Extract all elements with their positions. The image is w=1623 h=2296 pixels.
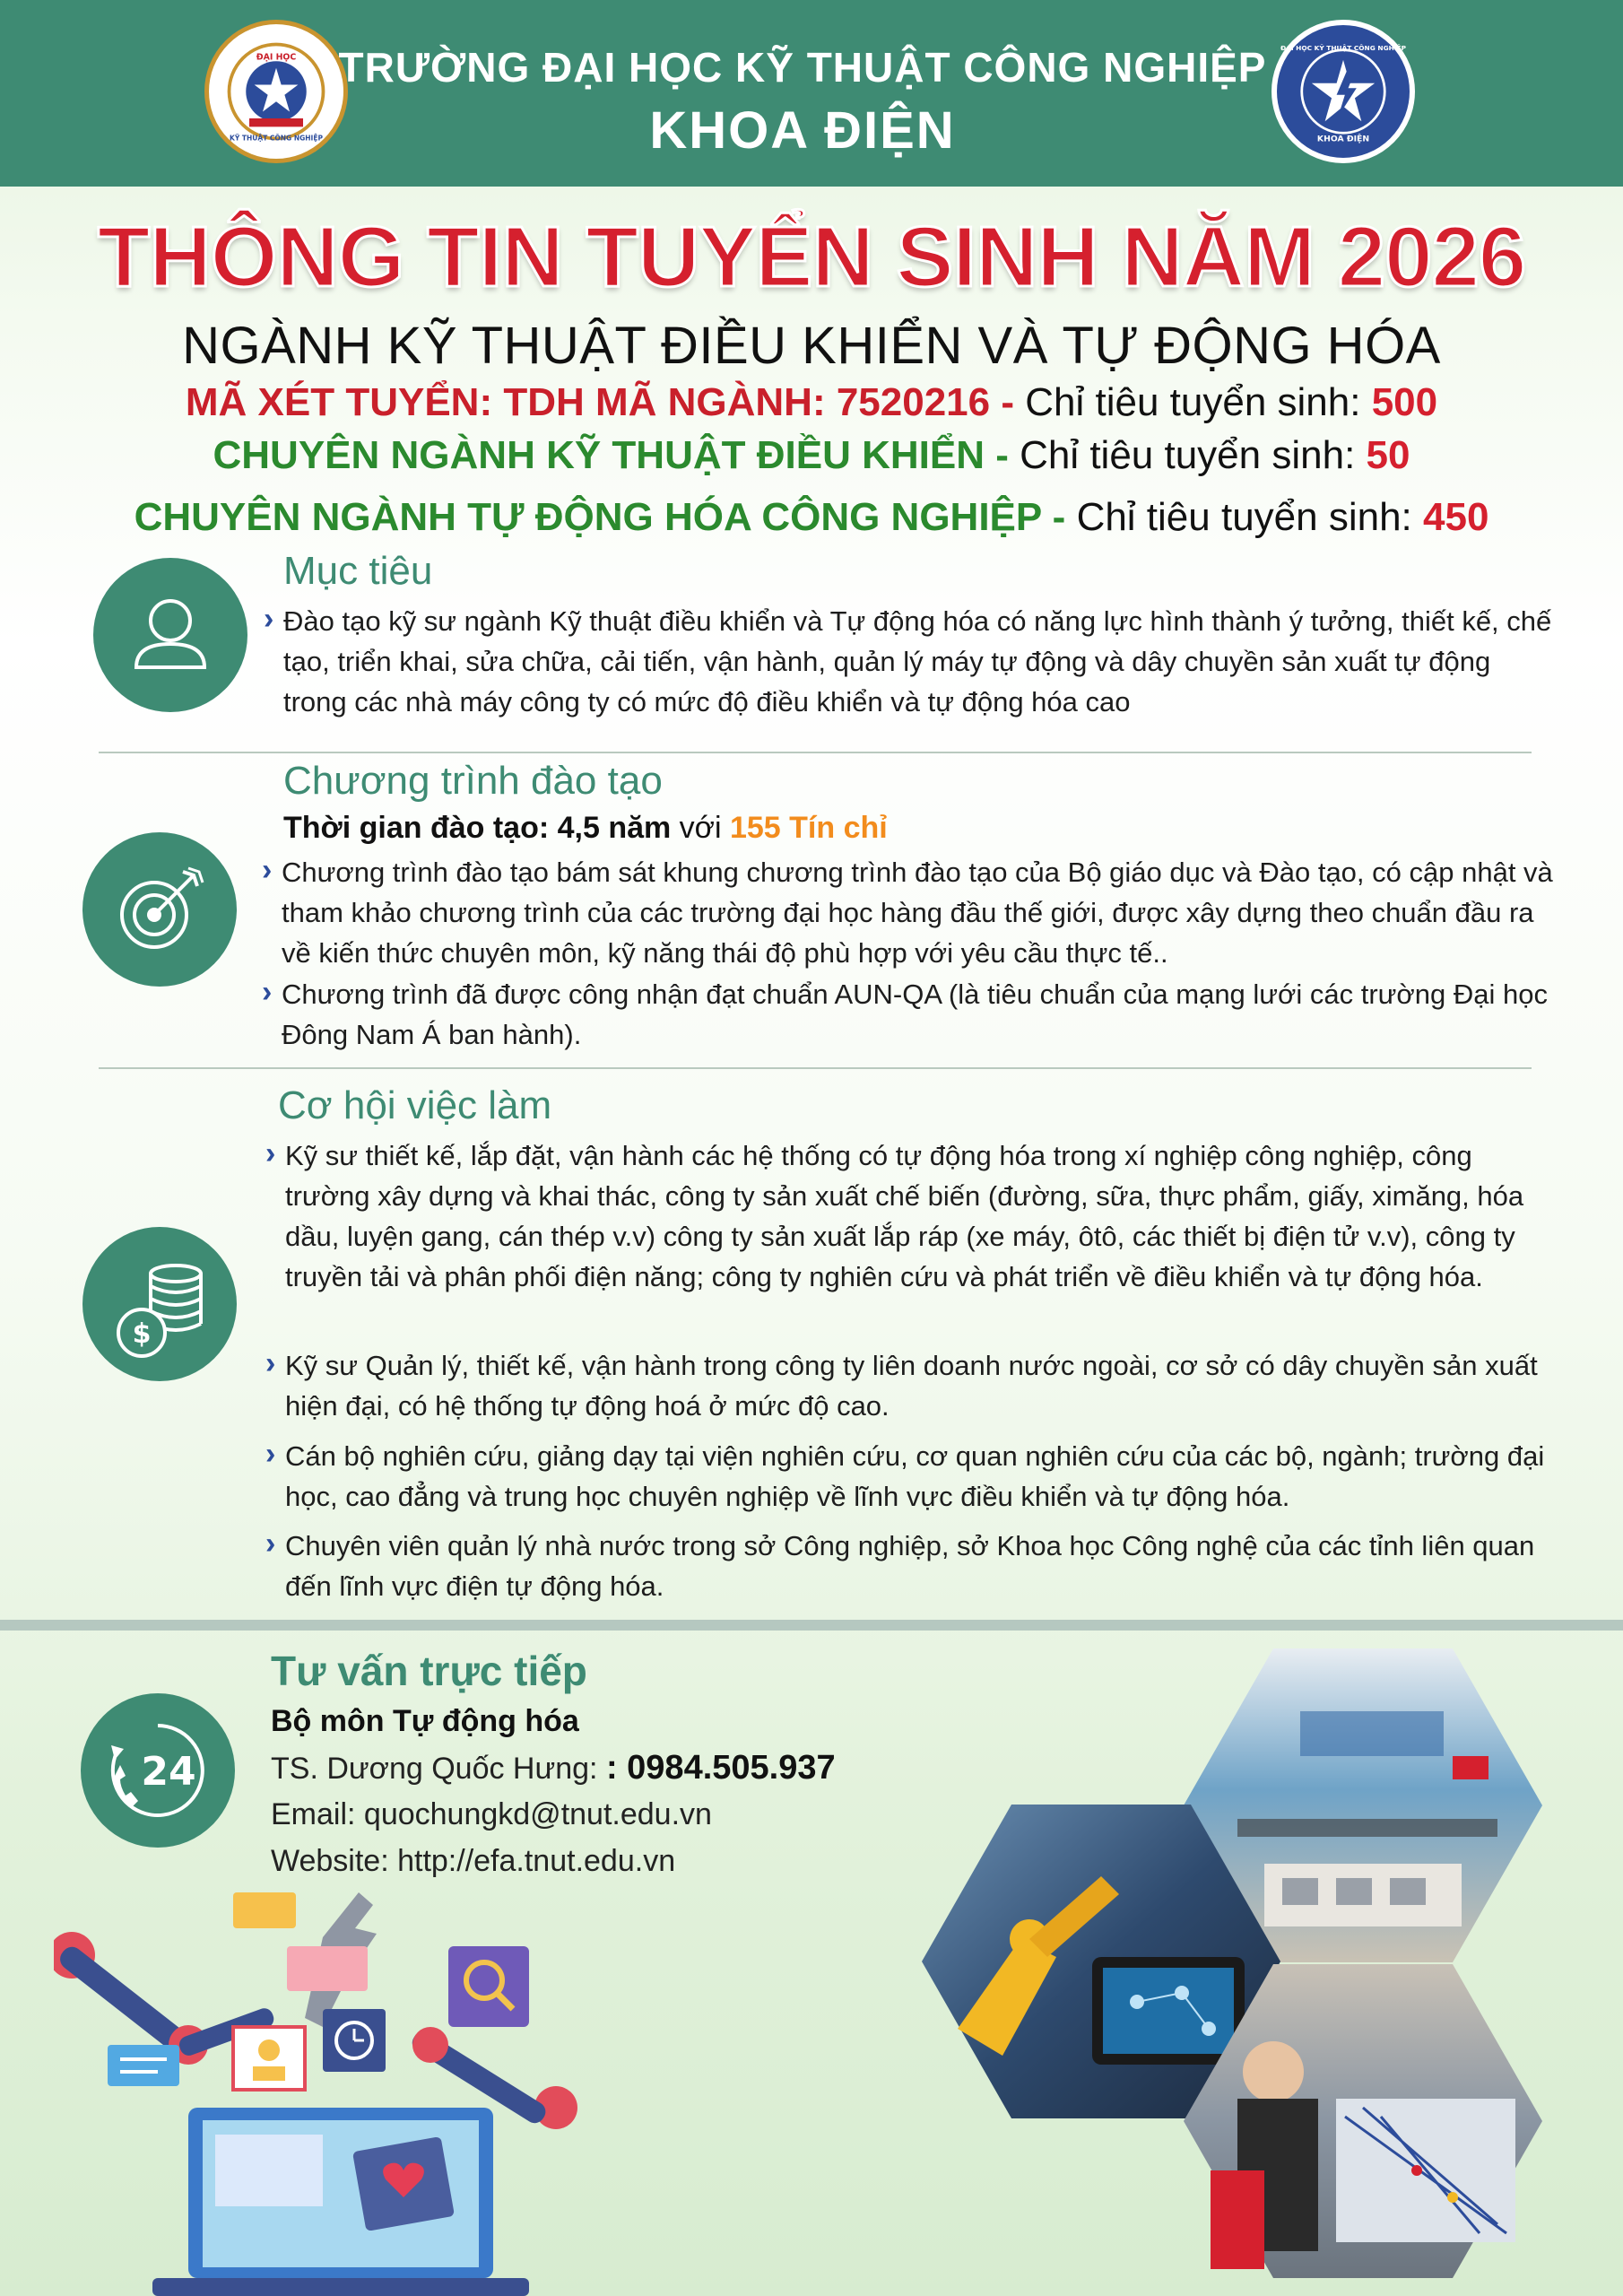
contact-website[interactable]: Website: http://efa.tnut.edu.vn xyxy=(271,1844,676,1878)
header-bar xyxy=(0,0,1623,187)
main-title: THÔNG TIN TUYỂN SINH NĂM 2026 xyxy=(97,209,1526,305)
career-bullet: › Kỹ sư thiết kế, lắp đặt, vận hành các hệ thống có tự động hóa trong xí nghiệp công nghiệp, công trường xây dựng và khai thác, công ty sản xuất chế biến (đường, sữa, thực phẩm, giấy, ximăng, hóa dầu, luyện gang, cán thép v.v) công ty sản xuất lắp ráp (xe máy, ôtô, các thiết bị điện tử v.v), công ty truyền tải và phân phối điện năng; công ty nghiên cứu và phát triển về điều khiển và tự động hóa. xyxy=(267,1135,1558,1297)
quota-label: Chỉ tiêu tuyển sinh: xyxy=(1076,495,1424,539)
contact-phone[interactable]: : 0984.505.937 xyxy=(605,1749,836,1787)
section-divider xyxy=(99,752,1532,753)
contact-person-name: TS. Dương Quốc Hưng: xyxy=(271,1752,606,1786)
faculty-logo-icon xyxy=(1271,20,1415,163)
quota-line-total xyxy=(54,380,1569,425)
target-icon xyxy=(82,832,237,987)
quota-label: Chỉ tiêu tuyển sinh: xyxy=(1025,380,1372,424)
contact-email[interactable]: Email: quochungkd@tnut.edu.vn xyxy=(271,1797,712,1831)
goal-bullet: › Đào tạo kỹ sư ngành Kỹ thuật điều khiển và Tự động hóa có năng lực hình thành ý tưởng, thiết kế, chế tạo, triển khai, sửa chữa, cải tiến, vận hành, quản lý máy tự động và dây chuyền sản xuất tự động trong các nhà máy công ty có mức độ điều khiển và tự động hóa cao xyxy=(265,601,1557,722)
contact-band xyxy=(0,1620,1623,1631)
duration-value: 4,5 năm xyxy=(557,811,672,845)
quota-code: MÃ XÉT TUYỂN: TDH MÃ NGÀNH: 7520216 - xyxy=(185,380,1026,424)
faculty-name: KHOA ĐIỆN xyxy=(649,101,956,160)
badge-24: 24 xyxy=(141,1749,196,1795)
quota-label: Chỉ tiêu tuyển sinh: xyxy=(1020,433,1367,477)
goal-title: Mục tiêu xyxy=(283,549,433,593)
quota-value: 50 xyxy=(1366,433,1410,477)
coins-dollar-icon xyxy=(82,1227,237,1381)
quota-line-control xyxy=(54,433,1569,478)
logo-right-bottom-text: KHOA ĐIỆN xyxy=(1316,134,1370,144)
quota-line-automation xyxy=(54,495,1569,540)
svg-text:$: $ xyxy=(132,1318,152,1350)
robot-arm-laptop-illustration xyxy=(54,1874,592,2296)
career-title: Cơ hội việc làm xyxy=(278,1083,552,1127)
quota-value: 450 xyxy=(1423,495,1489,539)
contact-department: Bộ môn Tự động hóa xyxy=(271,1704,579,1738)
section-divider xyxy=(99,1067,1532,1069)
quota-code: CHUYÊN NGÀNH KỸ THUẬT ĐIỀU KHIỂN - xyxy=(213,433,1020,477)
program-bullet: › Chương trình đã được công nhận đạt chuẩn AUN-QA (là tiêu chuẩn của mạng lưới các trường Đại học Đông Nam Á ban hành). xyxy=(264,974,1555,1055)
school-name: TRƯỜNG ĐẠI HỌC KỸ THUẬT CÔNG NGHIỆP xyxy=(338,44,1267,91)
quota-code: CHUYÊN NGÀNH TỰ ĐỘNG HÓA CÔNG NGHIỆP - xyxy=(134,495,1077,539)
logo-left-top-text: ĐẠI HỌC xyxy=(256,52,297,63)
program-title: Chương trình đào tạo xyxy=(283,759,663,803)
contact-title: Tư vấn trực tiếp xyxy=(271,1648,587,1694)
career-bullet: › Chuyên viên quản lý nhà nước trong sở Công nghiệp, sở Khoa học Công nghệ của các tỉnh liên quan đến lĩnh vực điện tự động hóa. xyxy=(267,1526,1558,1606)
program-bullet: › Chương trình đào tạo bám sát khung chương trình đào tạo của Bộ giáo dục và Đào tạo, có cập nhật và tham khảo chương trình của các trường đại học hàng đầu thế giới, được xây dựng theo chuẩn đầu ra về kiến thức chuyên môn, kỹ năng thái độ phù hợp với yêu cầu thực tế.. xyxy=(264,852,1555,973)
career-bullet: › Kỹ sư Quản lý, thiết kế, vận hành trong công ty liên doanh nước ngoài, cơ sở có dây chuyền sản xuất hiện đại, có hệ thống tự động hoá ở mức độ cao. xyxy=(267,1345,1558,1426)
duration-with: với xyxy=(671,811,730,845)
career-bullet: › Cán bộ nghiên cứu, giảng dạy tại viện nghiên cứu, cơ quan nghiên cứu của các bộ, ngành; trường đại học, cao đẳng và trung học chuyên nghiệp về lĩnh vực điều khiển và tự động hóa. xyxy=(267,1436,1558,1517)
duration-label: Thời gian đào tạo: xyxy=(283,811,558,845)
quota-value: 500 xyxy=(1371,380,1438,424)
user-icon xyxy=(93,558,247,712)
program-duration xyxy=(283,811,888,846)
credits-value: 155 Tín chỉ xyxy=(729,811,888,845)
student-lab-photo xyxy=(1184,1964,1542,2278)
logo-left-bottom-text: KỸ THUẬT CÔNG NGHIỆP xyxy=(230,134,323,143)
contact-person xyxy=(271,1749,836,1787)
major-title: NGÀNH KỸ THUẬT ĐIỀU KHIỂN VÀ TỰ ĐỘNG HÓA xyxy=(182,317,1441,375)
logo-right-top-text: ĐẠI HỌC KỸ THUẬT CÔNG NGHIỆP xyxy=(1280,43,1407,52)
phone-24h-icon xyxy=(81,1693,235,1848)
